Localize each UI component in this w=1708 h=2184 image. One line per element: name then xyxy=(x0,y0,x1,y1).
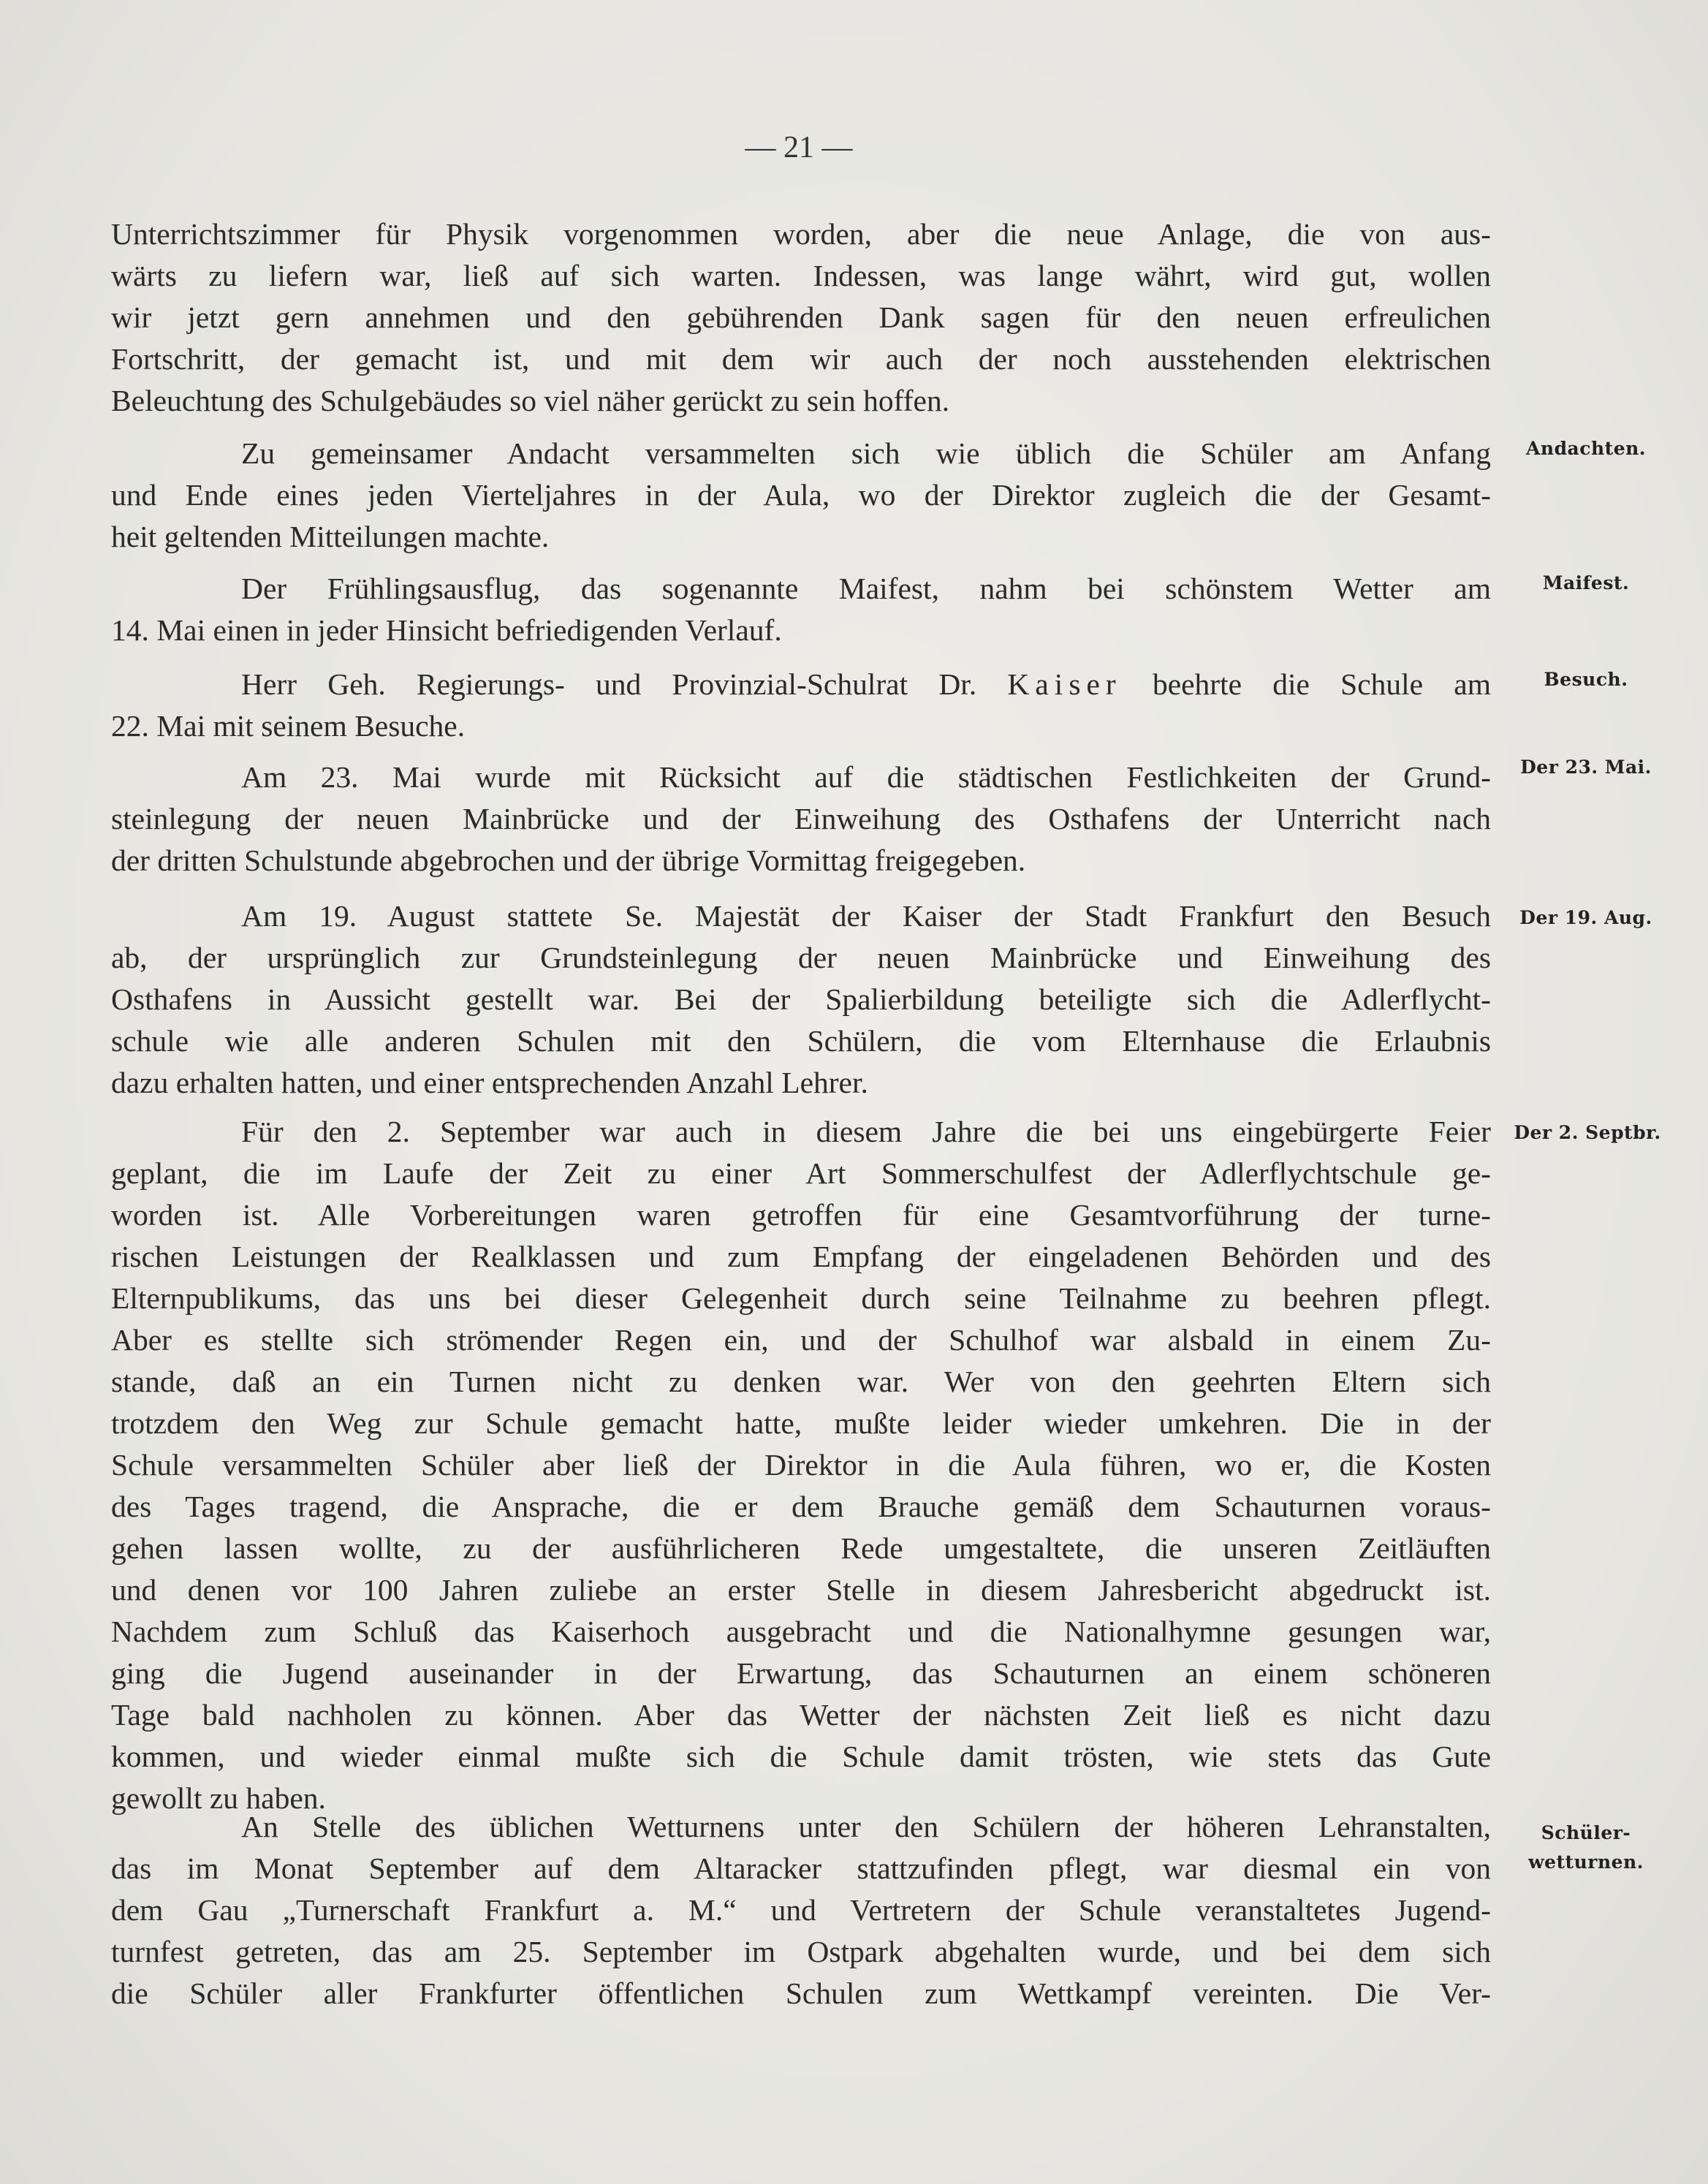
text-line: heit geltenden Mitteilungen machte. xyxy=(111,520,550,553)
margin-note-19-aug: Der 19. Aug. xyxy=(1519,907,1652,928)
text-line: 14. Mai einen in jeder Hinsicht befriedigenden Verlauf. xyxy=(111,613,782,647)
text-line: und denen vor 100 Jahren zuliebe an erster Stelle in diesem Jahresbericht abgedruckt ist. xyxy=(111,1573,1491,1607)
text-line: geplant, die im Laufe der Zeit zu einer Art Sommerschulfest der Adlerflychtschule ge- xyxy=(111,1156,1491,1190)
text-line: An Stelle des üblichen Wetturnens unter den Schülern der höheren Lehranstalten, xyxy=(241,1810,1491,1843)
text-line: 22. Mai mit seinem Besuche. xyxy=(111,709,466,743)
margin-note-wetturnen: wetturnen. xyxy=(1528,1851,1644,1873)
text-line: Der Frühlingsausflug, das sogenannte Maifest, nahm bei schönstem Wetter am xyxy=(241,572,1491,605)
text-line: des Tages tragend, die Ansprache, die er dem Brauche gemäß dem Schauturnen voraus- xyxy=(111,1490,1491,1523)
text-segment: beehrte die Schule am xyxy=(1152,667,1491,701)
text-line: Unterrichtszimmer für Physik vorgenommen worden, aber die neue Anlage, die von aus- xyxy=(111,217,1491,251)
text-line: steinlegung der neuen Mainbrücke und der Einweihung des Osthafens der Unterricht nach xyxy=(111,802,1491,835)
text-line: Am 19. August stattete Se. Majestät der Kaiser der Stadt Frankfurt den Besuch xyxy=(241,899,1491,933)
text-line: gehen lassen wollte, zu der ausführlicheren Rede umgestaltete, die unseren Zeitläuften xyxy=(111,1531,1491,1565)
text-segment: Herr Geh. Regierungs- und Provinzial-Schulrat Dr. xyxy=(241,667,977,701)
text-line: Schule versammelten Schüler aber ließ der Direktor in die Aula führen, wo er, die Kosten xyxy=(111,1448,1491,1482)
text-line: kommen, und wieder einmal mußte sich die Schule damit trösten, wie stets das Gute xyxy=(111,1740,1491,1773)
text-line: Für den 2. September war auch in diesem Jahre die bei uns eingebürgerte Feier xyxy=(241,1115,1491,1148)
text-line: Am 23. Mai wurde mit Rücksicht auf die städtischen Festlichkeiten der Grund- xyxy=(241,760,1491,794)
text-line: und Ende eines jeden Vierteljahres in der Aula, wo der Direktor zugleich die der Gesamt- xyxy=(111,478,1491,512)
text-line: dazu erhalten hatten, und einer entsprechenden Anzahl Lehrer. xyxy=(111,1066,868,1099)
text-line xyxy=(111,664,1491,705)
text-line: Zu gemeinsamer Andacht versammelten sich wie üblich die Schüler am Anfang xyxy=(241,436,1491,470)
page-number: — 21 — xyxy=(745,131,853,164)
paragraph-2-september xyxy=(111,1111,1491,1819)
text-line: Tage bald nachholen zu können. Aber das Wetter der nächsten Zeit ließ es nicht dazu xyxy=(111,1698,1491,1732)
paragraph-19-august xyxy=(111,895,1491,1104)
text-line: die Schüler aller Frankfurter öffentlichen Schulen zum Wettkampf vereinten. Die Ver- xyxy=(111,1976,1491,2010)
text-line: der dritten Schulstunde abgebrochen und der übrige Vormittag freigegeben. xyxy=(111,843,1026,877)
text-line: trotzdem den Weg zur Schule gemacht hatte, mußte leider wieder umkehren. Die in der xyxy=(111,1406,1491,1440)
margin-note-maifest: Maifest. xyxy=(1542,572,1630,594)
text-line: das im Monat September auf dem Altaracker stattzufinden pflegt, war diesmal ein von xyxy=(111,1851,1491,1885)
margin-note-23-mai: Der 23. Mai. xyxy=(1520,757,1652,778)
paragraph-physik xyxy=(111,213,1491,422)
text-line: Elternpublikums, das uns bei dieser Gelegenheit durch seine Teilnahme zu beehren pflegt. xyxy=(111,1281,1491,1315)
text-line: stande, daß an ein Turnen nicht zu denken war. Wer von den geehrten Eltern sich xyxy=(111,1365,1491,1398)
text-line: gewollt zu haben. xyxy=(111,1781,326,1815)
text-line: ab, der ursprünglich zur Grundsteinlegung der neuen Mainbrücke und Einweihung des xyxy=(111,941,1491,974)
text-line: rischen Leistungen der Realklassen und zum Empfang der eingeladenen Behörden und des xyxy=(111,1240,1491,1273)
paragraph-andachten xyxy=(111,433,1491,558)
text-line: ging die Jugend auseinander in der Erwartung, das Schauturnen an einem schöneren xyxy=(111,1656,1491,1690)
text-line: Fortschritt, der gemacht ist, und mit dem wir auch der noch ausstehenden elektrischen xyxy=(111,342,1491,376)
text-line: dem Gau „Turnerschaft Frankfurt a. M.“ und Vertretern der Schule veranstaltetes Jugend- xyxy=(111,1893,1491,1927)
margin-note-besuch: Besuch. xyxy=(1544,669,1628,690)
text-line: turnfest getreten, das am 25. September im Ostpark abgehalten wurde, und bei dem sich xyxy=(111,1935,1491,1968)
paragraph-wetturnen xyxy=(111,1806,1491,2014)
person-name: Kaiser xyxy=(1007,667,1122,701)
paragraph-23-mai xyxy=(111,757,1491,881)
text-line: worden ist. Alle Vorbereitungen waren getroffen für eine Gesamtvorführung der turne- xyxy=(111,1198,1491,1232)
text-line: schule wie alle anderen Schulen mit den Schülern, die vom Elternhause die Erlaubnis xyxy=(111,1024,1491,1058)
margin-note-schueler: Schüler- xyxy=(1541,1822,1631,1843)
text-line: Beleuchtung des Schulgebäudes so viel näher gerückt zu sein hoffen. xyxy=(111,384,950,417)
paragraph-maifest xyxy=(111,568,1491,651)
margin-note-2-septbr: Der 2. Septbr. xyxy=(1514,1122,1661,1143)
text-line: Nachdem zum Schluß das Kaiserhoch ausgebracht und die Nationalhymne gesungen war, xyxy=(111,1615,1491,1648)
paragraph-besuch xyxy=(111,664,1491,747)
text-line: Osthafens in Aussicht gestellt war. Bei der Spalierbildung beteiligte sich die Adlerflycht- xyxy=(111,982,1491,1016)
text-line: Aber es stellte sich strömender Regen ein, und der Schulhof war alsbald in einem Zu- xyxy=(111,1323,1491,1357)
text-line: wir jetzt gern annehmen und den gebührenden Dank sagen für den neuen erfreulichen xyxy=(111,300,1491,334)
text-line: wärts zu liefern war, ließ auf sich warten. Indessen, was lange währt, wird gut, wollen xyxy=(111,259,1491,292)
margin-note-andachten: Andachten. xyxy=(1526,438,1646,459)
